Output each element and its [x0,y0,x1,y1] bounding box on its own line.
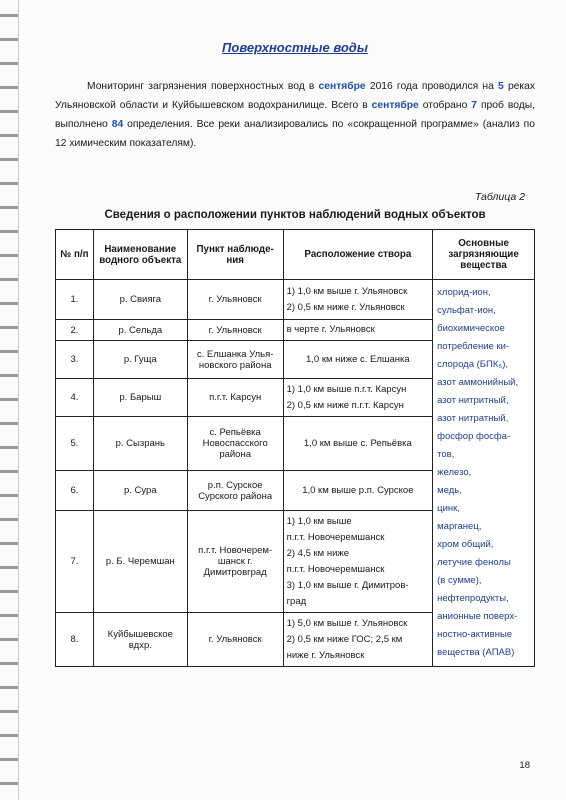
page-number: 18 [519,760,530,771]
cell-point: с. Елшанка Улья-новского района [187,341,283,379]
location-line: 2) 0,5 км ниже г. Ульяновск [286,301,405,313]
intro-text-6: определения. Все реки анализировались по «сокращенной программе» (анализ по 12 химическим показателям). [55,119,535,149]
intro-text-3: реках Ульяновской области и Куйбышевском водохранилище. Всего в [55,81,536,111]
location-line: п.г.т. Новочеремшанск [286,531,385,543]
cell-object: р. Сызрань [93,417,187,471]
pollutant-line: нефтепродукты, [437,593,509,604]
cell-number: 6. [56,471,94,511]
location-line: 3) 1,0 км выше г. Димитров- [286,579,409,591]
header-point: Пункт наблюде-ния [187,230,283,280]
cell-number: 5. [56,417,94,471]
pollutant-line: слорода (БПК₅), [437,359,509,370]
location-line: 1) 5,0 км выше г. Ульяновск [286,617,408,629]
binder-holes [0,0,19,800]
observation-points-table [55,229,535,667]
cell-point: п.г.т. Новочерем-шанск г. Димитровград [187,511,283,613]
pollutant-line: вещества (АПАВ) [437,647,515,658]
cell-point: п.г.т. Карсун [187,379,283,417]
cell-object: р. Сельда [93,320,187,341]
cell-location [283,320,433,341]
intro-text-4: отобрано [418,100,472,111]
intro-text-2: 2016 года проводился на [365,81,499,92]
cell-location [283,280,433,320]
pollutant-line: потребление ки- [437,341,510,352]
intro-paragraph [55,77,535,153]
pollutant-line: летучие фенолы [437,557,511,568]
document-page [55,40,535,667]
cell-object: р. Гуща [93,341,187,379]
pollutant-line: хлорид-ион, [437,287,491,298]
cell-object: р. Свияга [93,280,187,320]
cell-location [283,341,433,379]
pollutant-line: азот нитратный, [437,413,509,424]
pollutant-line: биохимическое [437,323,505,334]
cell-point: с. Репьёвка Новоспасского района [187,417,283,471]
header-number: № п/п [56,230,94,280]
intro-month-1: сентябре [318,81,366,92]
cell-point: г. Ульяновск [187,320,283,341]
cell-location [283,471,433,511]
cell-location [283,379,433,417]
pollutant-line: (в сумме), [437,575,482,586]
cell-point: г. Ульяновск [187,613,283,667]
pollutant-line: медь, [437,485,462,496]
location-line: 1) 1,0 км выше п.г.т. Карсун [286,383,407,395]
pollutant-line: фосфор фосфа- [437,431,511,442]
cell-point: р.п. Сурское Сурского района [187,471,283,511]
intro-text-5: проб воды, выполнено [55,100,535,130]
table-title: Сведения о расположении пунктов наблюдений водных объектов [104,209,486,221]
cell-number: 4. [56,379,94,417]
pollutant-line: сульфат-ион, [437,305,496,316]
cell-object: Куйбышевское вдхр. [93,613,187,667]
intro-determination-count: 84 [111,119,124,130]
cell-object: р. Б. Черемшан [93,511,187,613]
cell-location [283,511,433,613]
cell-pollutants [433,280,535,667]
table-header-row [56,230,535,280]
location-line: 1,0 км выше с. Репьёвка [303,437,412,449]
location-line: 2) 0,5 км ниже ГОС; 2,5 км [286,633,403,645]
intro-text-1: Мониторинг загрязнения поверхностных вод в [87,81,319,92]
cell-point: г. Ульяновск [187,280,283,320]
cell-location [283,613,433,667]
header-pollutants: Основные загрязняющие вещества [433,230,535,280]
cell-number: 7. [56,511,94,613]
cell-location [283,417,433,471]
pollutant-line: цинк, [437,503,460,514]
pollutant-line: хром общий, [437,539,494,550]
location-line: 1,0 км выше р.п. Сурское [302,484,414,496]
location-line: 2) 0,5 км ниже п.г.т. Карсун [286,399,404,411]
table-number: Таблица 2 [474,191,525,203]
cell-number: 2. [56,320,94,341]
table-row [56,280,535,320]
intro-sample-count: 7 [471,100,478,111]
header-object: Наименование водного объекта [93,230,187,280]
section-heading: Поверхностные воды [222,40,368,55]
pollutant-line: железо, [437,467,472,478]
cell-number: 3. [56,341,94,379]
pollutant-line: анионные поверх- [437,611,518,622]
cell-number: 1. [56,280,94,320]
location-line: 1) 1,0 км выше г. Ульяновск [286,285,408,297]
location-line: 1) 1,0 км выше [286,515,352,527]
intro-month-2: сентябре [371,100,419,111]
location-line: 2) 4,5 км ниже [286,547,350,559]
location-line: п.г.т. Новочеремшанск [286,563,385,575]
location-line: 1,0 км ниже с. Елшанка [305,353,410,365]
location-line: град [286,595,307,607]
cell-object: р. Барыш [93,379,187,417]
cell-number: 8. [56,613,94,667]
intro-river-count: 5 [498,81,504,92]
location-line: в черте г. Ульяновск [286,324,375,335]
cell-object: р. Сура [93,471,187,511]
pollutant-line: марганец, [437,521,482,532]
header-location: Расположение створа [283,230,433,280]
pollutant-line: азот аммонийный, [437,377,519,388]
location-line: ниже г. Ульяновск [286,649,365,661]
pollutant-line: ностно-активные [437,629,513,640]
pollutant-line: тов, [437,449,455,460]
pollutant-line: азот нитритный, [437,395,509,406]
